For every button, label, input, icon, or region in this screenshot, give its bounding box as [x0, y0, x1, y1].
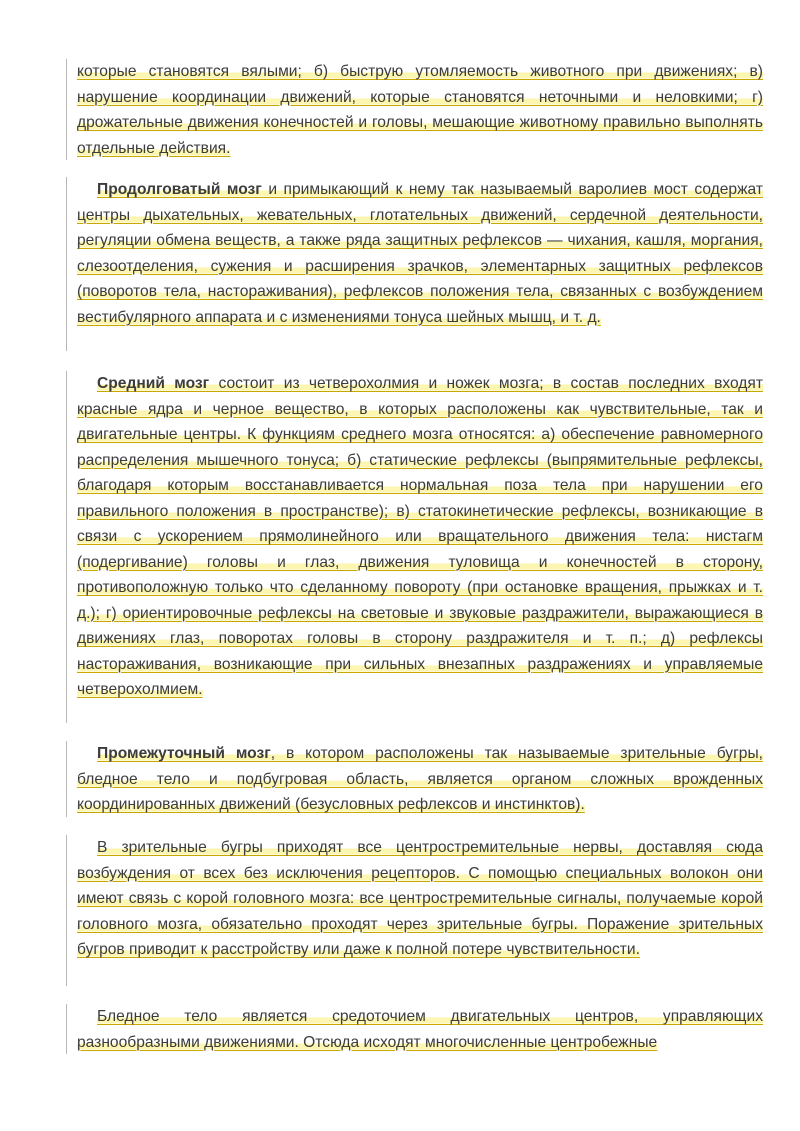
paragraph-thalamus	[66, 835, 763, 986]
paragraph-midbrain	[66, 371, 763, 723]
paragraph-text: , в котором расположены так называемые зрительные бугры, бледное тело и подбугровая область, является органом сложных врожденных координированных движений (безусловных рефлексов и инстинктов).	[77, 745, 763, 813]
paragraph-text: состоит из четверохолмия и ножек мозга; в состав последних входят красные ядра и черное вещество, в которых расположены как чувствительные, так и двигательные центры. К функциям среднего мозга относятся: а) обеспечение равномерного распределения мышечного тонуса; б) статические рефлексы (выпрямительные рефлексы, благодаря которым восстанавливается нормальная поза тела при нарушении его правильного положения в пространстве); в) статокинетические рефлексы, возникающие в связи с ускорением прямолинейного или вращательного движения тела: нистагм (подергивание) головы и глаз, движения туловища и конечностей в сторону, противоположную только что сделанному повороту (при остановке вращения, прыжках и т. д.); г) ориентировочные рефлексы на световые и звуковые раздражители, выражающиеся в движениях глаз, поворотах головы в сторону раздражителя и т. п.; д) рефлексы настораживания, возникающие при сильных внезапных раздражениях и управляемые четверохолмием.	[77, 375, 763, 698]
paragraph-diencephalon	[66, 741, 763, 817]
paragraph-term: Промежуточный мозг	[97, 745, 271, 762]
paragraph-text: В зрительные бугры приходят все центростремительные нервы, доставляя сюда возбуждения от всех без исключения рецепторов. С помощью специальных волокон они имеют связь с корой головного мозга: все центростремительные сигналы, получаемые корой головного мозга, обязательно проходят через зрительные бугры. Поражение зрительных бугров приводит к расстройству или даже к полной потере чувствительности.	[77, 839, 763, 958]
paragraph-text: Бледное тело является средоточием двигательных центров, управляющих разнообразными движениями. Отсюда исходят многочисленные центробежные	[77, 1008, 763, 1051]
paragraph-text: и примыкающий к нему так называемый варолиев мост содержат центры дыхательных, жевательных, глотательных движений, сердечной деятельности, регуляции обмена веществ, а также ряда защитных рефлексов — чихания, кашля, моргания, слезоотделения, сужения и расширения зрачков, элементарных защитных рефлексов (поворотов тела, настораживания), рефлексов положения тела, связанных с возбуждением вестибулярного аппарата и с изменениями тонуса шейных мышц, и т. д.	[77, 181, 763, 326]
paragraph-pallidum	[66, 1004, 763, 1054]
paragraph-term: Средний мозг	[97, 375, 210, 392]
paragraph-muscle-disorders	[66, 59, 763, 160]
paragraph-term: Продолговатый мозг	[97, 181, 262, 198]
paragraph-text: которые становятся вялыми; б) быструю утомляемость животного при движениях; в) нарушение координации движений, которые становятся неточными и неловкими; г) дрожательные движения конечностей и головы, мешающие животному правильно выполнять отдельные действия.	[77, 63, 763, 157]
paragraph-medulla	[66, 177, 763, 351]
